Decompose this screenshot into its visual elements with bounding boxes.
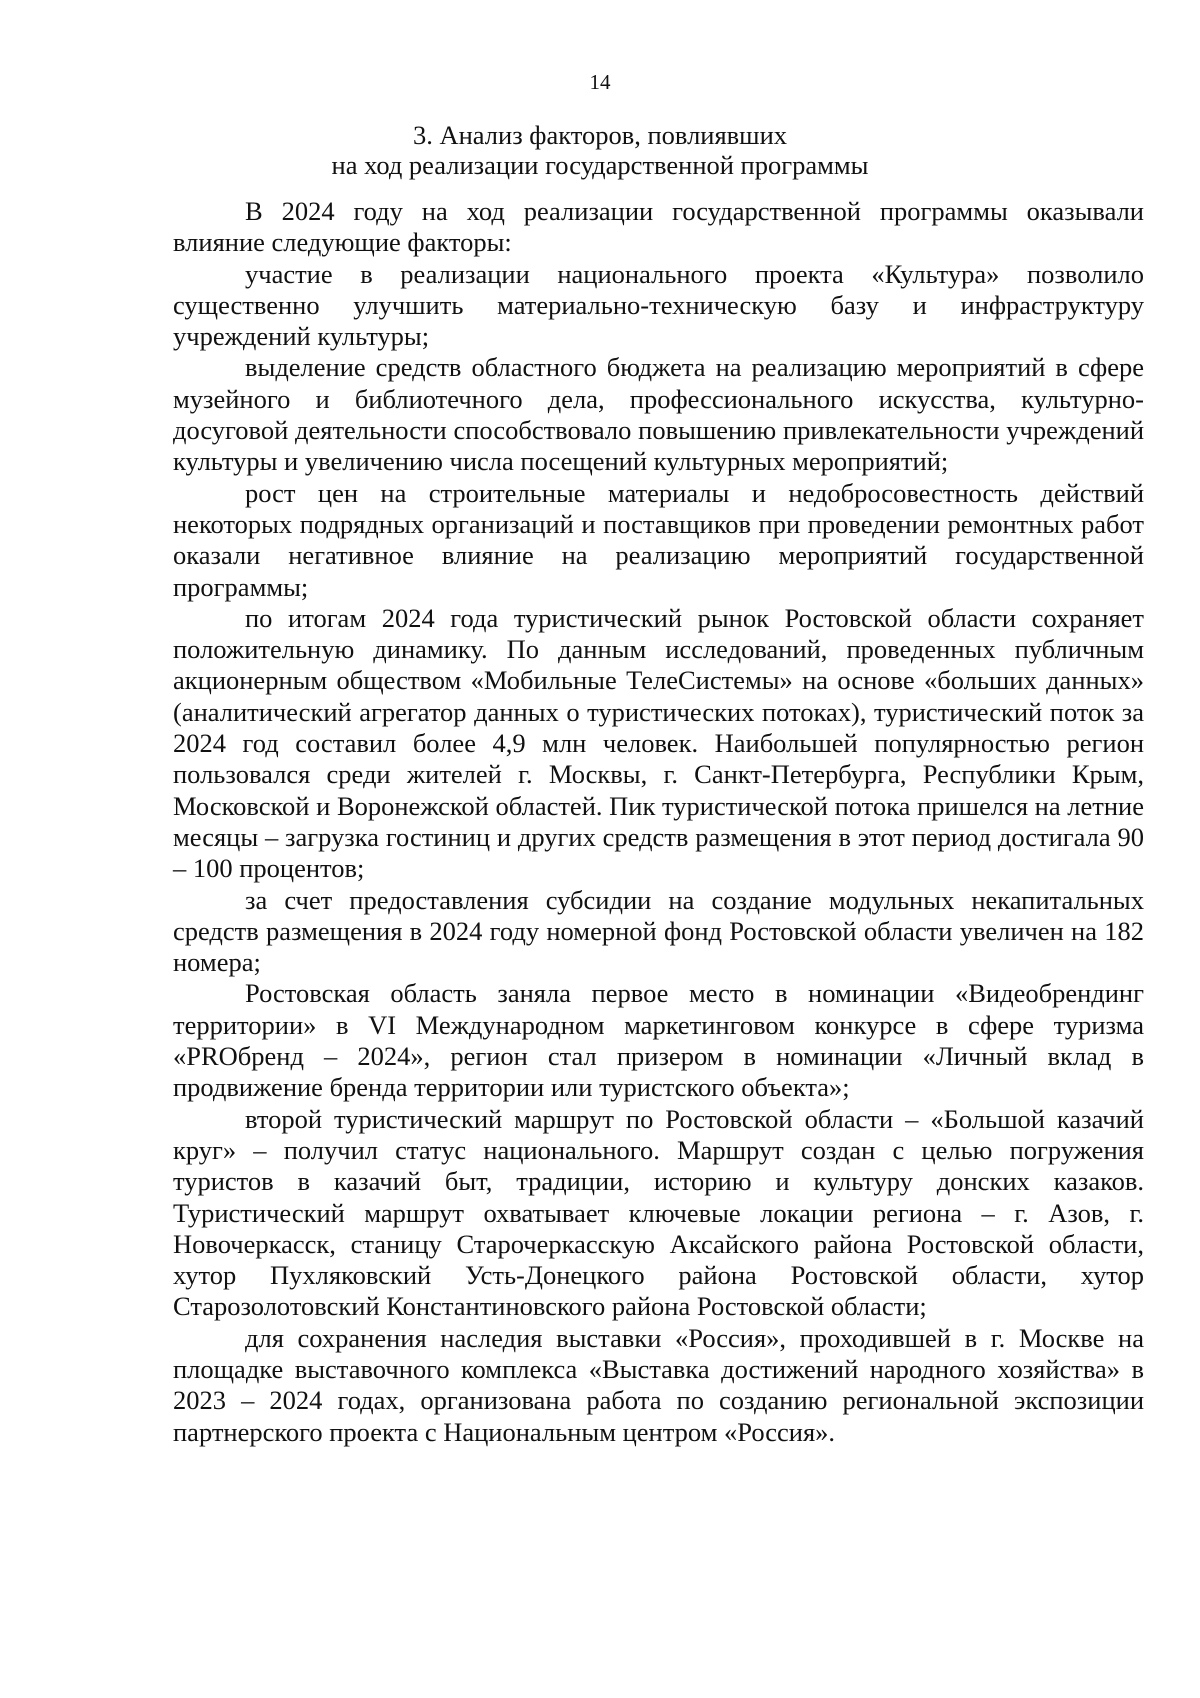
paragraph-russia-exhibition: для сохранения наследия выставки «Россия», проходившей в г. Москве на площадке выставочного комплекса «Выставка достижений народного хозяйства» в 2023 – 2024 годах, организована работа по созданию региональной экспозиции партнерского проекта с Национальным центром «Россия». (173, 1322, 1144, 1447)
document-body (173, 196, 1144, 1448)
paragraph-intro: В 2024 году на ход реализации государственной программы оказывали влияние следующие факторы: (173, 196, 1144, 258)
section-title (0, 120, 1200, 180)
paragraph-modular-accommodation: за счет предоставления субсидии на создание модульных некапитальных средств размещения в 2024 году номерной фонд Ростовской области увеличен на 182 номера; (173, 884, 1144, 978)
paragraph-branding-award: Ростовская область заняла первое место в номинации «Видеобрендинг территории» в VI Международном маркетинговом конкурсе в сфере туризма «PROбренд – 2024», регион стал призером в номинации «Личный вклад в продвижение бренда территории или туристского объекта»; (173, 978, 1144, 1103)
section-title-line-2: на ход реализации государственной программы (331, 150, 869, 180)
paragraph-national-project: участие в реализации национального проекта «Культура» позволило существенно улучшить материально-техническую базу и инфраструктуру учреждений культуры; (173, 258, 1144, 352)
paragraph-cossack-route: второй туристический маршрут по Ростовской области – «Большой казачий круг» – получил статус национального. Маршрут создан с целью погружения туристов в казачий быт, традиции, историю и культуру донских казаков. Туристический маршрут охватывает ключевые локации региона – г. Азов, г. Новочеркасск, станицу Старочеркасскую Аксайского района Ростовской области, хутор Пухляковский Усть-Донецкого района Ростовской области, хутор Старозолотовский Константиновского района Ростовской области; (173, 1103, 1144, 1322)
paragraph-regional-budget: выделение средств областного бюджета на реализацию мероприятий в сфере музейного и библиотечного дела, профессионального искусства, культурно-досуговой деятельности способствовало повышению привлекательности учреждений культуры и увеличению числа посещений культурных мероприятий; (173, 352, 1144, 477)
page-number: 14 (589, 70, 611, 94)
paragraph-tourism-market: по итогам 2024 года туристический рынок Ростовской области сохраняет положительную динамику. По данным исследований, проведенных публичным акционерным обществом «Мобильные ТелеСистемы» на основе «больших данных» (аналитический агрегатор данных о туристических потоках), туристический поток за 2024 год составил более 4,9 млн человек. Наибольшей популярностью регион пользовался среди жителей г. Москвы, г. Санкт-Петербурга, Республики Крым, Московской и Воронежской областей. Пик туристической потока пришелся на летние месяцы – загрузка гостиниц и других средств размещения в этот период достигала 90 – 100 процентов; (173, 602, 1144, 884)
section-title-line-1: 3. Анализ факторов, повлиявших (412, 120, 788, 150)
paragraph-price-growth: рост цен на строительные материалы и недобросовестность действий некоторых подрядных организаций и поставщиков при проведении ремонтных работ оказали негативное влияние на реализацию мероприятий государственной программы; (173, 477, 1144, 602)
